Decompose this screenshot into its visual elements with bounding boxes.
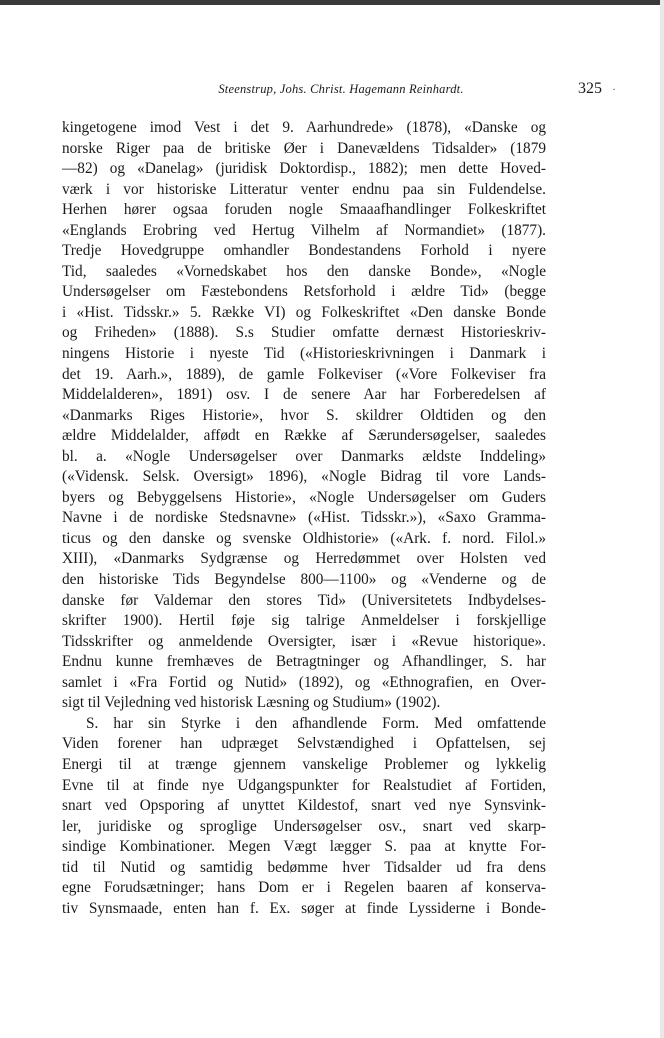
top-border-rule <box>0 0 664 5</box>
running-title: Steenstrup, Johs. Christ. Hagemann Reinhardt. <box>218 82 464 96</box>
text-line: ticus og den danske og svenske Oldhistorie» («Ark. f. nord. Filol.» <box>62 529 546 547</box>
text-line: («Vidensk. Selsk. Oversigt» 1896), «Nogle Bidrag til vore Lands- <box>62 468 546 486</box>
text-line: egne Forudsætninger; hans Dom er i Regelen baaren af konserva- <box>62 879 546 897</box>
text-line: den historiske Tids Begyndelse 800—1100» og «Venderne og de <box>62 571 546 589</box>
text-line: Middelalderen», 1891) osv. I de senere Aar har Forberedelsen af <box>62 386 546 404</box>
header-mark: · <box>612 82 616 96</box>
text-line: snart ved Opsporing af unyttet Kildestof, snart ved nye Synsvink- <box>62 797 546 815</box>
page-number: 325 <box>578 80 602 97</box>
text-line: Herhen hører ogsaa foruden nogle Smaaafhandlinger Folkeskriftet <box>62 201 546 219</box>
text-line: værk i vor historiske Litteratur venter endnu paa sin Fuldendelse. <box>62 180 546 198</box>
text-line: norske Riger paa de britiske Øer i Danevældens Tidsalder» (1879 <box>62 139 546 157</box>
text-line: Tidsskrifter og anmeldende Oversigter, især i «Revue historique». <box>62 632 546 650</box>
text-line: S. har sin Styrke i den afhandlende Form. Med omfattende <box>86 714 546 732</box>
text-line: XIII), «Danmarks Sydgrænse og Herredømmet over Holsten ved <box>62 550 546 568</box>
page-edge <box>660 0 664 1038</box>
text-line: kingetogene imod Vest i det 9. Aarhundrede» (1878), «Danske og <box>62 119 546 136</box>
text-line: Undersøgelser om Fæstebondens Retsforhold i ældre Tid» (begge <box>62 283 546 301</box>
text-line: sindige Kombinationer. Megen Vægt lægger S. paa at knytte For- <box>62 838 546 856</box>
text-line: tiv Synsmaade, enten han f. Ex. søger at finde Lyssiderne i Bonde- <box>62 899 546 917</box>
text-line: danske før Valdemar den stores Tid» (Universitetets Indbydelses- <box>62 591 546 609</box>
text-line: Endnu kunne fremhæves de Betragtninger og Afhandlinger, S. har <box>62 653 546 671</box>
text-line: —82) og «Danelag» (juridisk Doktordisp., 1882); men dette Hoved- <box>62 160 546 178</box>
text-line: det 19. Aarh.», 1889), de gamle Folkeviser («Vore Folkeviser fra <box>62 365 546 383</box>
text-line: ningens Historie i nyeste Tid («Historieskrivningen i Danmark i <box>62 345 546 363</box>
text-line: Viden forener han udpræget Selvstændighed i Opfattelsen, sej <box>62 735 546 753</box>
text-line: skrifter 1900). Hertil føje sig talrige Anmeldelser i forskjellige <box>62 612 546 630</box>
text-line: i «Hist. Tidsskr.» 5. Række VI) og Folkeskriftet «Den danske Bonde <box>62 303 546 321</box>
text-line: sigt til Vejledning ved historisk Læsning og Studium» (1902). <box>62 694 441 712</box>
text-line: Tredje Hovedgruppe omhandler Bondestandens Forhold i nyere <box>62 242 546 260</box>
text-line: og Friheden» (1888). S.s Studier omfatte dernæst Historieskriv- <box>62 324 546 342</box>
text-line: «Danmarks Riges Historie», hvor S. skildrer Oldtiden og den <box>62 406 546 424</box>
text-line: «Englands Erobring ved Hertug Vilhelm af Normandiet» (1877). <box>62 221 546 239</box>
text-line: samlet i «Fra Fortid og Nutid» (1892), og «Ethnografien, en Over- <box>62 673 546 691</box>
text-line: byers og Bebyggelsens Historie», «Nogle Undersøgelser om Guders <box>62 488 546 506</box>
text-line: bl. a. «Nogle Undersøgelser over Danmarks ældste Inddeling» <box>62 447 546 465</box>
body-text <box>62 118 546 919</box>
text-line: Tid, saaledes «Vornedskabet hos den danske Bonde», «Nogle <box>62 262 546 280</box>
text-line: Navne i de nordiske Stedsnavne» («Hist. Tidsskr.»), «Saxo Gramma- <box>62 509 546 527</box>
text-line: ældre Middelalder, affødt en Række af Særundersøgelser, saaledes <box>62 427 546 445</box>
text-line: ler, juridiske og sproglige Undersøgelser osv., snart ved skarp- <box>62 817 546 835</box>
text-line: Energi til at trænge gjennem vanskelige Problemer og lykkelig <box>62 755 546 773</box>
text-line: tid til Nutid og samtidig bedømme hver Tidsalder ud fra dens <box>62 858 546 876</box>
page-header <box>62 80 620 102</box>
text-line: Evne til at finde nye Udgangspunkter for Realstudiet af Fortiden, <box>62 776 546 794</box>
